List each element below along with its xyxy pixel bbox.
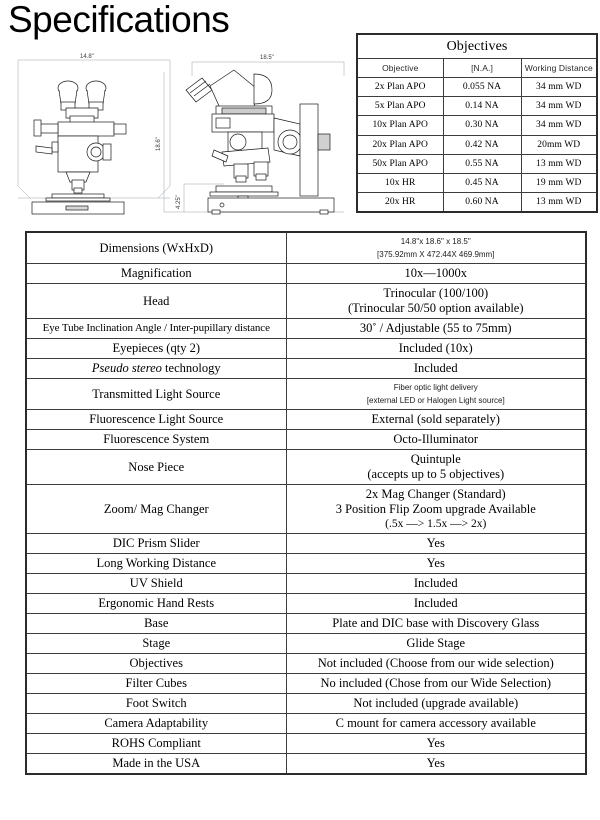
table-row xyxy=(26,264,586,284)
objectives-header-na: [N.A.] xyxy=(443,59,521,78)
spec-label: UV Shield xyxy=(26,574,286,594)
table-row xyxy=(26,734,586,754)
spec-value xyxy=(286,410,586,430)
page-title: Specifications xyxy=(8,0,230,40)
spec-value xyxy=(286,534,586,554)
table-row xyxy=(26,379,586,410)
objective-name: 20x Plan APO xyxy=(357,135,443,154)
objective-name: 10x Plan APO xyxy=(357,116,443,135)
spec-value xyxy=(286,232,586,264)
spec-label: ROHS Compliant xyxy=(26,734,286,754)
spec-value-line: Quintuple xyxy=(410,452,461,466)
table-row xyxy=(26,359,586,379)
spec-value-line: Not included (upgrade available) xyxy=(353,696,519,710)
spec-label: Foot Switch xyxy=(26,694,286,714)
objectives-table xyxy=(356,33,598,213)
spec-label: Made in the USA xyxy=(26,754,286,775)
spec-label: Zoom/ Mag Changer xyxy=(26,485,286,534)
spec-label-text: technology xyxy=(161,361,221,375)
table-row xyxy=(26,594,586,614)
spec-value-line: Glide Stage xyxy=(406,636,466,650)
spec-value-line: 30˚ / Adjustable (55 to 75mm) xyxy=(359,321,512,335)
front-view-width-label: 14.8" xyxy=(80,54,94,60)
spec-value xyxy=(286,319,586,339)
spec-value xyxy=(286,634,586,654)
spec-label xyxy=(26,359,286,379)
objective-wd: 34 mm WD xyxy=(521,97,597,116)
spec-value xyxy=(286,734,586,754)
spec-label: Dimensions (WxHxD) xyxy=(26,232,286,264)
spec-value-line: [375.92mm X 472.44X 469.9mm] xyxy=(377,250,495,259)
objective-wd: 20mm WD xyxy=(521,135,597,154)
spec-value xyxy=(286,754,586,775)
spec-value xyxy=(286,674,586,694)
side-view-microscope-drawing xyxy=(150,46,350,218)
objective-na: 0.30 NA xyxy=(443,116,521,135)
spec-value-line: Included xyxy=(413,596,458,610)
spec-value-line: 2x Mag Changer (Standard) xyxy=(365,487,506,501)
table-row xyxy=(26,319,586,339)
spec-label: Long Working Distance xyxy=(26,554,286,574)
spec-value xyxy=(286,614,586,634)
objectives-title-row xyxy=(357,34,597,59)
objective-name: 10x HR xyxy=(357,174,443,193)
spec-label: Ergonomic Hand Rests xyxy=(26,594,286,614)
side-view-base-height-label: 4.25" xyxy=(176,195,182,209)
table-row xyxy=(357,97,597,116)
side-view-height-label: 18.6" xyxy=(156,137,162,151)
spec-value-line: Fiber optic light delivery xyxy=(393,383,478,392)
objectives-header-objective: Objective xyxy=(357,59,443,78)
objective-name: 2x Plan APO xyxy=(357,78,443,97)
objective-na: 0.14 NA xyxy=(443,97,521,116)
table-row xyxy=(357,116,597,135)
spec-value xyxy=(286,430,586,450)
objective-name: 5x Plan APO xyxy=(357,97,443,116)
table-row xyxy=(26,554,586,574)
spec-value-line: Yes xyxy=(426,756,445,770)
spec-value xyxy=(286,359,586,379)
spec-value-line: Included (10x) xyxy=(398,341,473,355)
objective-na: 0.055 NA xyxy=(443,78,521,97)
objective-wd: 19 mm WD xyxy=(521,174,597,193)
table-row xyxy=(26,674,586,694)
spec-label: Filter Cubes xyxy=(26,674,286,694)
table-row xyxy=(357,78,597,97)
spec-value-line: Yes xyxy=(426,556,445,570)
spec-value xyxy=(286,379,586,410)
spec-label: Fluorescence System xyxy=(26,430,286,450)
table-row xyxy=(357,135,597,154)
spec-value-line: Yes xyxy=(426,736,445,750)
objectives-title: Objectives xyxy=(357,34,597,59)
table-row xyxy=(26,430,586,450)
spec-value xyxy=(286,264,586,284)
table-row xyxy=(26,714,586,734)
spec-value-line: 14.8"x 18.6" x 18.5" xyxy=(400,237,471,246)
objective-name: 50x Plan APO xyxy=(357,154,443,173)
spec-value-line: Yes xyxy=(426,536,445,550)
spec-value-line: (Trinocular 50/50 option available) xyxy=(347,301,524,315)
table-row xyxy=(26,654,586,674)
spec-value-line: Octo-Illuminator xyxy=(393,432,479,446)
objective-name: 20x HR xyxy=(357,193,443,213)
spec-label: Transmitted Light Source xyxy=(26,379,286,410)
spec-value-line: 3 Position Flip Zoom upgrade Available xyxy=(335,502,536,516)
spec-value-line: Plate and DIC base with Discovery Glass xyxy=(332,616,540,630)
specifications-table xyxy=(25,231,587,775)
table-row xyxy=(26,339,586,359)
table-row xyxy=(26,450,586,485)
spec-label: Objectives xyxy=(26,654,286,674)
objective-wd: 34 mm WD xyxy=(521,78,597,97)
spec-value-line: Not included (Choose from our wide selection) xyxy=(317,656,554,670)
table-row xyxy=(357,193,597,213)
spec-value-line: Trinocular (100/100) xyxy=(383,286,489,300)
spec-value-line: (accepts up to 5 objectives) xyxy=(367,467,505,481)
side-view-width-label: 18.5" xyxy=(260,55,274,61)
spec-value xyxy=(286,450,586,485)
spec-value xyxy=(286,654,586,674)
spec-value-line: Included xyxy=(413,576,458,590)
spec-value-line: [external LED or Halogen Light source] xyxy=(366,396,505,405)
spec-label: Base xyxy=(26,614,286,634)
spec-value xyxy=(286,714,586,734)
spec-value-line: (.5x —> 1.5x —> 2x) xyxy=(385,518,487,530)
spec-label: Magnification xyxy=(26,264,286,284)
spec-value-line: No included (Chose from our Wide Selection) xyxy=(320,676,551,690)
spec-value xyxy=(286,485,586,534)
spec-value xyxy=(286,339,586,359)
table-row xyxy=(357,174,597,193)
objective-na: 0.42 NA xyxy=(443,135,521,154)
table-row xyxy=(26,284,586,319)
table-row xyxy=(26,634,586,654)
objective-na: 0.45 NA xyxy=(443,174,521,193)
spec-value xyxy=(286,574,586,594)
spec-label: Stage xyxy=(26,634,286,654)
table-row xyxy=(26,485,586,534)
objective-na: 0.55 NA xyxy=(443,154,521,173)
spec-label: Head xyxy=(26,284,286,319)
spec-value-line: External (sold separately) xyxy=(371,412,500,426)
table-row xyxy=(26,574,586,594)
table-row xyxy=(26,232,586,264)
table-row xyxy=(26,694,586,714)
objective-wd: 13 mm WD xyxy=(521,154,597,173)
objectives-header-row xyxy=(357,59,597,78)
table-row xyxy=(26,410,586,430)
objective-na: 0.60 NA xyxy=(443,193,521,213)
spec-label: DIC Prism Slider xyxy=(26,534,286,554)
objective-wd: 34 mm WD xyxy=(521,116,597,135)
spec-value xyxy=(286,554,586,574)
spec-label-italic: Pseudo stereo xyxy=(91,361,162,375)
table-row xyxy=(26,754,586,775)
objective-wd: 13 mm WD xyxy=(521,193,597,213)
spec-label: Nose Piece xyxy=(26,450,286,485)
spec-value xyxy=(286,694,586,714)
spec-label: Camera Adaptability xyxy=(26,714,286,734)
spec-value xyxy=(286,594,586,614)
spec-label: Eye Tube Inclination Angle / Inter-pupillary distance xyxy=(26,319,286,339)
spec-value xyxy=(286,284,586,319)
spec-label: Eyepieces (qty 2) xyxy=(26,339,286,359)
spec-value-line: Included xyxy=(413,361,458,375)
objectives-header-working-distance: Working Distance xyxy=(521,59,597,78)
table-row xyxy=(357,154,597,173)
table-row xyxy=(26,534,586,554)
table-row xyxy=(26,614,586,634)
spec-value-line: 10x—1000x xyxy=(404,266,467,280)
spec-value-line: C mount for camera accessory available xyxy=(335,716,536,730)
spec-label: Fluorescence Light Source xyxy=(26,410,286,430)
